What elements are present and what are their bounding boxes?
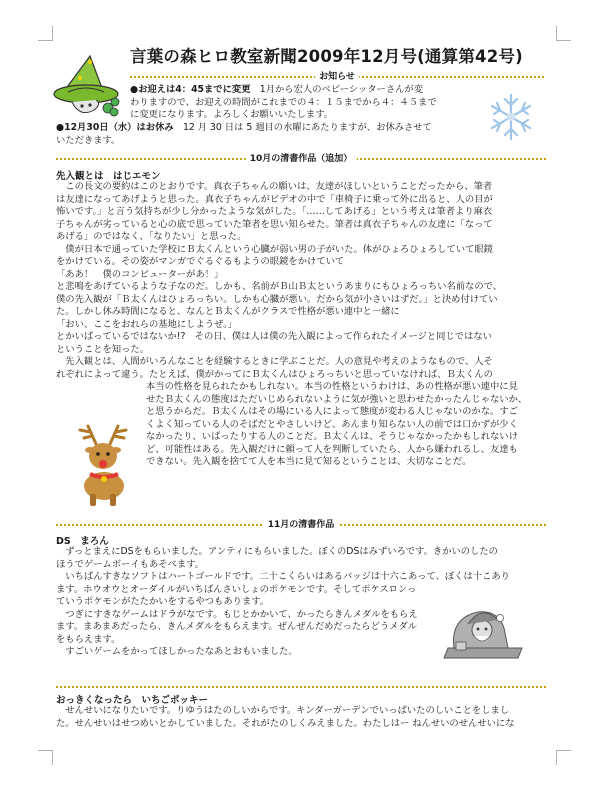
notice-item2-text: 12 月 30 日は 5 週目の水曜にあたりますが、お休みさせて xyxy=(173,122,432,133)
article-body-senyukan-wrap xyxy=(146,381,548,469)
reindeer-illustration xyxy=(66,420,142,508)
article-line: せんせいになりたいです。りゆうはたのしいからです。キンダーガーデンでいっぱいたのしいことをしまし xyxy=(65,705,510,716)
article-line: 本当の性格を見られたかもしれない。本当の性格というわけは、あの性格が悪い連中に見 xyxy=(146,381,518,392)
article-title-ds: DS まろん xyxy=(56,536,109,547)
article-line: くよく知っている人のそばだとやさしいけど、あんまり知らない人の前では口かずが少く xyxy=(146,418,518,430)
crop-mark-bottom-right xyxy=(556,750,571,765)
article-line: この長文の要約はこのとおりです。真衣子ちゃんの願いは、友達がほしいということだったから、筆者 xyxy=(65,181,493,192)
article-line: ということを知った。 xyxy=(56,343,149,355)
article-line: 子ちゃんが劣っていると心の底で思っていた筆者を思い知らせた。筆者は真衣子ちゃんの友達に「なって xyxy=(56,218,493,230)
article-line: できない。先入観を捨てて人を本当に見て知るということは、大切なことだ。 xyxy=(146,456,472,467)
article-line: ほうでゲームボーイもあそべます。 xyxy=(56,558,205,570)
notice-block-2 xyxy=(56,122,486,147)
notice-heading: お知らせ xyxy=(315,69,359,82)
article-separator xyxy=(56,680,546,692)
notice-item2-label: ●12月30日（水）はお休み xyxy=(56,122,174,133)
article-line: ます。まあまあだったら、きんメダルをもらえます。ぜんぜんだめだったらどうメダル xyxy=(56,621,418,632)
notice-item1-line2: わりますので、お迎えの時間がこれまでの４：１５までから４：４５まで xyxy=(130,96,437,108)
notice-separator xyxy=(130,70,544,82)
notice-block xyxy=(130,84,482,122)
article-line: ずっとまえにDSをもらいました。アンティにもらいました。ぼくのDSはみずいろです。きかいのしたの xyxy=(65,546,498,557)
article-line: つぎにすきなゲームはドラがなです。もじとかかいて、かったらきんメダルをもらえ xyxy=(65,608,418,620)
article-line: と思うからだ。Ｂ太くんはその場にいる人によって態度が変わる人じゃないのかな。すご xyxy=(146,406,518,417)
wizard-hat-illustration xyxy=(50,52,126,122)
october-separator xyxy=(56,152,546,164)
article-line: をもらえます。 xyxy=(56,633,121,645)
article-title-senyukan: 先入観とは はじエモン xyxy=(56,171,161,182)
article-line: せたＢ太くんの態度はただいじめられないように気が強いと思わせたかったんじゃないか、 xyxy=(146,393,528,405)
article-line: 僕の先入観が「Ｂ太くんはひょろっちい。しかも心臓が悪い。だから気が小さいはずだ。」と決め付けてい xyxy=(56,293,498,305)
article-body-pocky xyxy=(56,705,550,730)
newsletter-title: 言葉の森ヒロ教室新聞2009年12月号(通算第42号) xyxy=(130,47,523,66)
notice-item1-line3: に変更になります。よろしくお願いいたします。 xyxy=(130,109,334,120)
article-line: をかけている。その姿がマンガでぐるぐるもようの眼鏡をかけていて xyxy=(56,256,345,267)
november-heading: 11月の清書作品 xyxy=(264,517,339,530)
article-line: すごいゲームをかってほしかったなあとおもいました。 xyxy=(65,646,298,657)
article-line: ど、可能性はある。先入観だけに頼って人を判断していたら、人から嫌われるし、友達も xyxy=(146,443,518,455)
notice-item2-line2: いただきます。 xyxy=(56,134,121,146)
article-line: とかいばっているではないか!? その日、僕は人は僕の先入観によって作られたイメージと同じではない xyxy=(56,331,492,342)
crop-mark-top-right xyxy=(556,26,571,41)
article-line: 怖いです。」と言う気持ちが少し分かったような気がした。「……してあげる」という考えは筆者より麻衣 xyxy=(56,206,493,217)
article-line: 「おい、ここをおれらの基地にしようぜ。」 xyxy=(56,318,238,330)
article-line: 僕が日本で通っていた学校にＢ太くんという心臓が弱い男の子がいた。体がひょろひょろしていて眼鏡 xyxy=(65,243,493,255)
notice-item1-text: 1月から宏人のベビーシッターさんが変 xyxy=(250,84,424,95)
october-heading: 10月の清書作品（追加） xyxy=(246,151,357,164)
november-separator xyxy=(56,518,546,530)
article-line: あげる」のではなく、「なりたい」と思った。 xyxy=(56,231,247,242)
article-line: れぞれによって違う。たとえば、僕がかってにＢ太くんはひょろっちいと思っていなければ、Ｂ太くんの xyxy=(56,368,493,380)
snowflake-illustration xyxy=(486,92,536,142)
article-body-senyukan xyxy=(56,181,550,381)
article-line: た。せんせいはせつめいとかしていました。それがたのしくみえました。わたしはー ねんせいのせんせいにな xyxy=(56,717,515,729)
santa-illustration xyxy=(438,598,526,664)
article-line: 先入観とは、人間がいろんなことを経験するときに学ぶことだ。人の意見や考えのようなもので、人そ xyxy=(65,356,493,367)
article-title-pocky: おっきくなったら いちごポッキー xyxy=(56,695,209,706)
article-line: ます。ホウオウとオーダイルがいちばんさいしょのポケモンです。そしてポケスロンっ xyxy=(56,583,417,595)
notice-item1-label: ●お迎えは4：45までに変更 xyxy=(130,84,251,95)
article-line: と悲鳴をあげているような子なのだ。しかも、名前がＢ山Ｂ太というあまりにもひょろっちい名前なので、 xyxy=(56,281,503,292)
article-line: は友達になってあげようと思った。真衣子ちゃんがビデオの中で「車椅子に乗って外に出ると、人の目が xyxy=(56,193,493,205)
crop-mark-top-left xyxy=(38,26,53,41)
article-line: ていうポケモンがたたかいをするやつもあります。 xyxy=(56,596,270,607)
crop-mark-bottom-left xyxy=(38,750,53,765)
article-line: いちばんすきなソフトはハートゴールドです。二十こくらいはあるバッジは十六こあって、ぼくは十こあり xyxy=(65,571,510,582)
article-line: た。しかし休み時間になると、なんとＢ太くんがクラスで性格が悪い連中と一緒に xyxy=(56,306,400,317)
article-line: 「ああ！ 僕のコンピューターがあ！」 xyxy=(56,268,224,280)
article-line: なかったり、いばったりする人のことだ。Ｂ太くんは、そうじゃなかったかもしれないけ xyxy=(146,431,518,442)
